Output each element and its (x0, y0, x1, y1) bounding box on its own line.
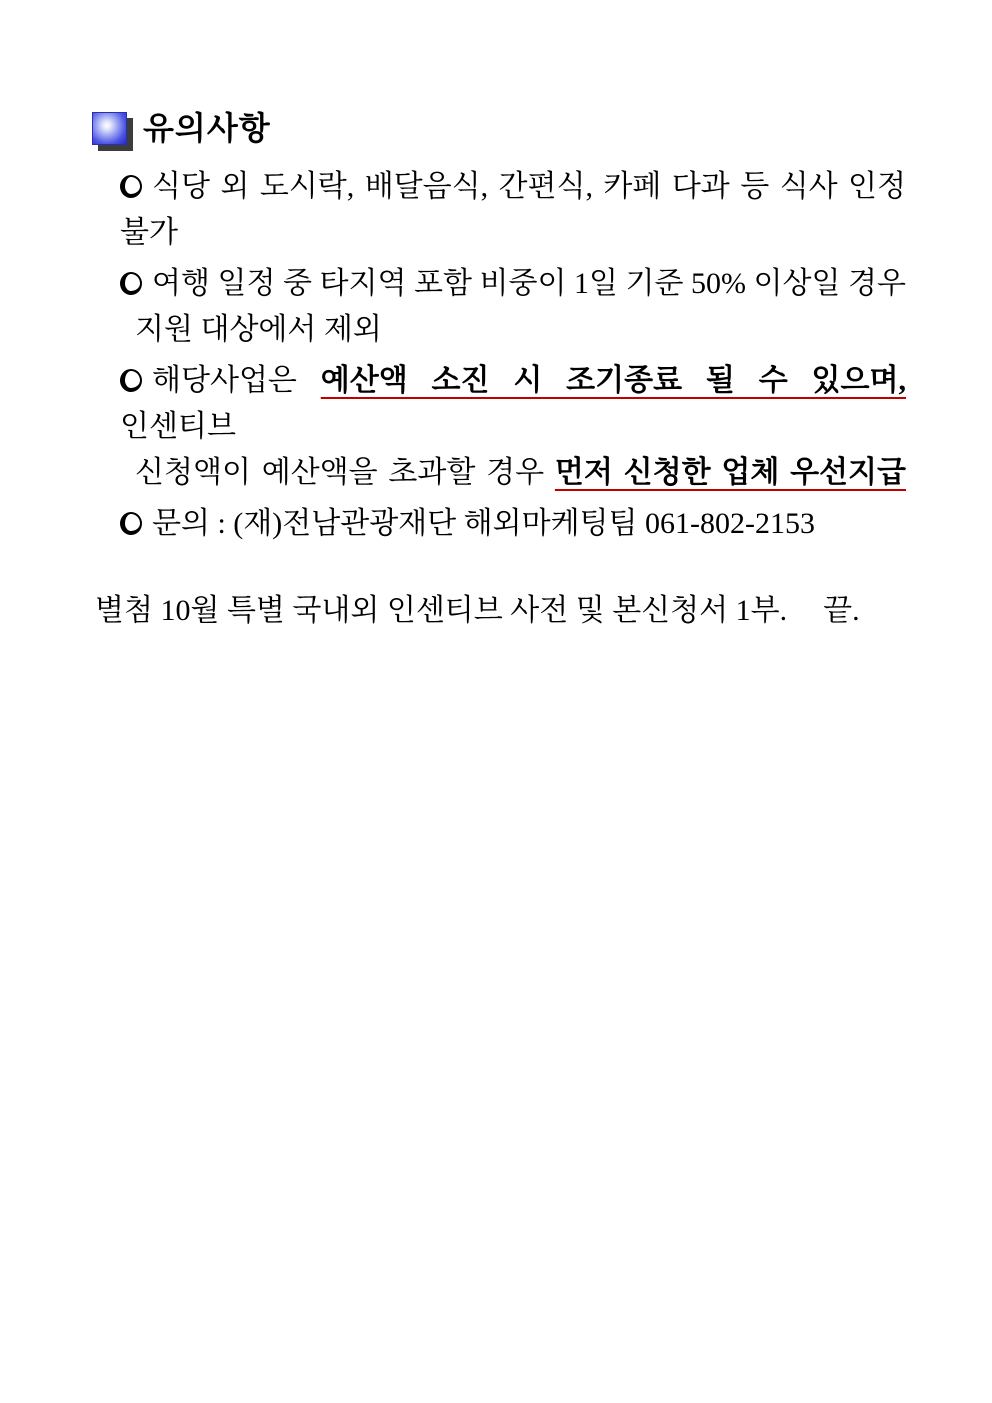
notice-text: 해당사업은 (152, 364, 321, 397)
notice-text: 신청액이 예산액을 초과할 경우 (135, 456, 555, 489)
notice-line (120, 501, 906, 547)
notice-line (120, 358, 906, 450)
notice-list (120, 164, 906, 552)
notice-item (120, 261, 906, 353)
notice-text: 문의 : (재)전남관광재단 해외마케팅팀 061-802-2153 (152, 507, 815, 540)
notice-text: 여행 일정 중 타지역 포함 비중이 1일 기준 50% 이상일 경우 (152, 267, 906, 300)
notice-emphasis-text: 예산액 소진 시 조기종료 될 수 있으며, (320, 364, 906, 397)
notice-line-continuation (120, 307, 906, 353)
notice-text: 인센티브 (120, 410, 236, 443)
notice-line (120, 164, 906, 256)
end-mark: 끝. (823, 594, 860, 627)
notice-text: 식당 외 도시락, 배달음식, 간편식, 카페 다과 등 식사 인정 불가 (120, 170, 906, 249)
attachment-text: 별첨 10월 특별 국내외 인센티브 사전 및 본신청서 1부. (95, 594, 788, 627)
circle-bullet-icon (120, 175, 142, 198)
notice-item (120, 358, 906, 496)
section-heading (92, 108, 271, 148)
notice-text: 지원 대상에서 제외 (135, 313, 382, 346)
blue-gradient-square-icon (92, 112, 127, 145)
notice-emphasis-text: 먼저 신청한 업체 우선지급 (554, 456, 906, 489)
circle-bullet-icon (120, 512, 142, 535)
circle-bullet-icon (120, 272, 142, 295)
notice-item (120, 501, 906, 547)
attachment-note (95, 588, 860, 634)
circle-bullet-icon (120, 369, 142, 392)
notice-item (120, 164, 906, 256)
notice-line-continuation (120, 450, 906, 496)
notice-line (120, 261, 906, 307)
section-title: 유의사항 (143, 110, 271, 146)
